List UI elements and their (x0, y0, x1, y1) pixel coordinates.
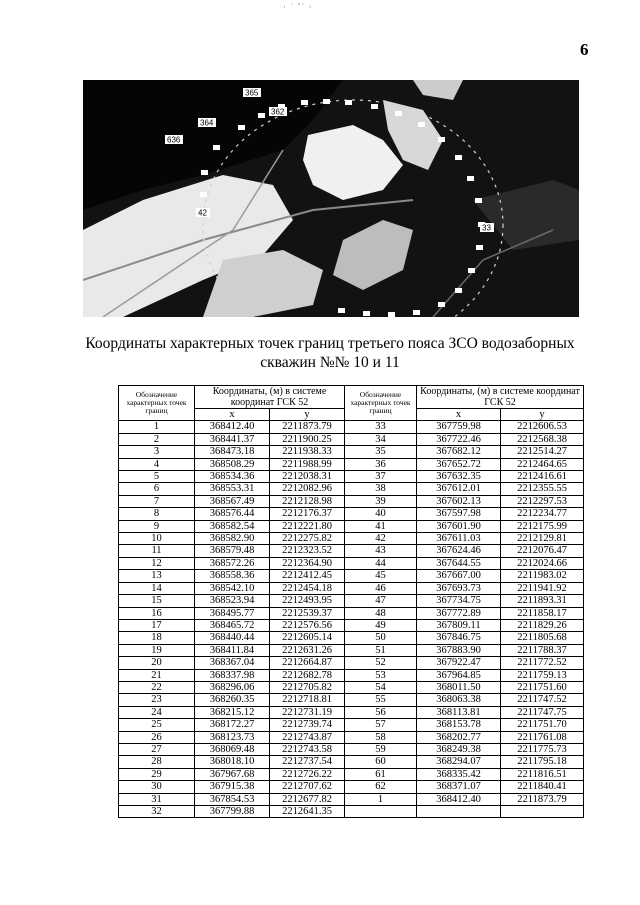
cell-point-left: 26 (119, 731, 195, 743)
cell-x-right: 367624.46 (417, 545, 501, 557)
map-label: 365 (245, 88, 259, 98)
cell-point-left: 17 (119, 619, 195, 631)
cell-point-right: 47 (345, 595, 417, 607)
cell-y-right: 2211751.60 (501, 681, 584, 693)
cell-point-right: 34 (345, 433, 417, 445)
cell-y-right: 2212234.77 (501, 508, 584, 520)
table-row (119, 632, 584, 644)
cell-x-left: 368337.98 (195, 669, 270, 681)
table-row (119, 557, 584, 569)
cell-y-right: 2212129.81 (501, 533, 584, 545)
cell-y-right: 2211893.31 (501, 595, 584, 607)
table-row (119, 681, 584, 693)
cell-y-right: 2211761.08 (501, 731, 584, 743)
cell-y-right: 2211983.02 (501, 570, 584, 582)
cell-point-right: 38 (345, 483, 417, 495)
cell-x-left: 368018.10 (195, 756, 270, 768)
cell-point-left: 7 (119, 495, 195, 507)
cell-point-left: 21 (119, 669, 195, 681)
table-row (119, 471, 584, 483)
table-row (119, 743, 584, 755)
cell-x-left: 368473.18 (195, 446, 270, 458)
map-label: 42 (198, 208, 207, 218)
header-x-left: x (195, 409, 270, 421)
cell-point-left: 10 (119, 533, 195, 545)
cell-y-right: 2212464.65 (501, 458, 584, 470)
cell-y-right: 2211747.75 (501, 706, 584, 718)
cell-y-right: 2212568.38 (501, 433, 584, 445)
cell-y-right: 2211805.68 (501, 632, 584, 644)
cell-point-left: 2 (119, 433, 195, 445)
table-row (119, 545, 584, 557)
cell-x-right: 368202.77 (417, 731, 501, 743)
cell-y-left: 2211988.99 (270, 458, 345, 470)
cell-point-left: 29 (119, 768, 195, 780)
cell-point-right: 37 (345, 471, 417, 483)
cell-x-right: 368412.40 (417, 793, 501, 805)
cell-x-left: 368440.44 (195, 632, 270, 644)
cell-x-right: 367722.46 (417, 433, 501, 445)
header-point-designation-left: Обозначение характерных точек границ (119, 386, 195, 421)
cell-x-left: 368572.26 (195, 557, 270, 569)
cell-x-left: 368523.94 (195, 595, 270, 607)
cell-point-left: 28 (119, 756, 195, 768)
cell-y-right: 2211759.13 (501, 669, 584, 681)
cell-x-right: 368153.78 (417, 719, 501, 731)
cell-point-right: 57 (345, 719, 417, 731)
cell-y-right: 2212024.66 (501, 557, 584, 569)
cell-x-left: 368495.77 (195, 607, 270, 619)
page-number: 6 (580, 40, 589, 59)
cell-point-left: 25 (119, 719, 195, 731)
cell-x-right: 367964.85 (417, 669, 501, 681)
cell-point-left: 1 (119, 421, 195, 433)
table-row (119, 433, 584, 445)
table-row (119, 595, 584, 607)
table-row (119, 706, 584, 718)
cell-y-left: 2212731.19 (270, 706, 345, 718)
cell-x-right: 367611.03 (417, 533, 501, 545)
cell-point-left: 30 (119, 781, 195, 793)
coordinates-table (118, 385, 584, 818)
cell-point-left: 22 (119, 681, 195, 693)
cell-x-left: 368567.49 (195, 495, 270, 507)
cell-y-left: 2212038.31 (270, 471, 345, 483)
cell-y-right: 2211751.70 (501, 719, 584, 731)
cell-point-left: 5 (119, 471, 195, 483)
table-title (60, 334, 600, 372)
cell-y-right: 2211873.79 (501, 793, 584, 805)
cell-x-left: 368367.04 (195, 657, 270, 669)
table-body (119, 421, 584, 818)
cell-y-right: 2211775.73 (501, 743, 584, 755)
cell-point-right: 58 (345, 731, 417, 743)
cell-point-left: 8 (119, 508, 195, 520)
cell-x-left: 368553.31 (195, 483, 270, 495)
cell-x-right (417, 806, 501, 818)
map-label: 362 (271, 107, 285, 117)
cell-point-right: 48 (345, 607, 417, 619)
cell-point-right: 41 (345, 520, 417, 532)
cell-point-left: 4 (119, 458, 195, 470)
cell-x-left: 368542.10 (195, 582, 270, 594)
table-row (119, 458, 584, 470)
cell-x-left: 368411.84 (195, 644, 270, 656)
cell-y-left: 2212726.22 (270, 768, 345, 780)
scan-mark: · ˙ ˚˙ · (283, 2, 313, 12)
cell-y-right: 2212355.55 (501, 483, 584, 495)
cell-x-left: 368576.44 (195, 508, 270, 520)
cell-x-right: 368011.50 (417, 681, 501, 693)
cell-x-left: 368123.73 (195, 731, 270, 743)
table-row (119, 483, 584, 495)
header-coords-right: Координаты, (м) в системе координат ГСК 52 (417, 386, 584, 409)
table-row (119, 694, 584, 706)
cell-y-right: 2212076.47 (501, 545, 584, 557)
cell-x-right: 367667.00 (417, 570, 501, 582)
cell-point-left: 3 (119, 446, 195, 458)
cell-point-left: 23 (119, 694, 195, 706)
table-row (119, 644, 584, 656)
cell-point-right: 44 (345, 557, 417, 569)
cell-x-right: 368371.07 (417, 781, 501, 793)
cell-y-left: 2212641.35 (270, 806, 345, 818)
cell-point-right (345, 806, 417, 818)
table-row (119, 781, 584, 793)
cell-point-left: 16 (119, 607, 195, 619)
cell-y-left: 2212718.81 (270, 694, 345, 706)
cell-x-right: 367759.98 (417, 421, 501, 433)
cell-y-left: 2212743.87 (270, 731, 345, 743)
table-row (119, 806, 584, 818)
cell-y-left: 2212221.80 (270, 520, 345, 532)
cell-y-left: 2212364.90 (270, 557, 345, 569)
table-header-row (119, 386, 584, 409)
cell-y-left: 2212705.82 (270, 681, 345, 693)
cell-point-right: 46 (345, 582, 417, 594)
table-row (119, 731, 584, 743)
cell-x-left: 368582.90 (195, 533, 270, 545)
cell-point-right: 39 (345, 495, 417, 507)
cell-y-left: 2212454.18 (270, 582, 345, 594)
cell-x-left: 368441.37 (195, 433, 270, 445)
cell-x-right: 367922.47 (417, 657, 501, 669)
cell-point-right: 33 (345, 421, 417, 433)
cell-point-left: 15 (119, 595, 195, 607)
cell-point-right: 36 (345, 458, 417, 470)
cell-x-left: 368465.72 (195, 619, 270, 631)
table-row (119, 669, 584, 681)
cell-y-left: 2212605.14 (270, 632, 345, 644)
table-row (119, 446, 584, 458)
cell-x-right: 367883.90 (417, 644, 501, 656)
cell-y-right: 2212606.53 (501, 421, 584, 433)
cell-x-right: 368113.81 (417, 706, 501, 718)
header-y-left: y (270, 409, 345, 421)
cell-y-right: 2211858.17 (501, 607, 584, 619)
title-line-1: Координаты характерных точек границ третьего пояса ЗСО водозаборных (85, 335, 575, 352)
cell-point-right: 43 (345, 545, 417, 557)
cell-x-left: 368412.40 (195, 421, 270, 433)
cell-x-left: 368558.36 (195, 570, 270, 582)
cell-x-right: 367693.73 (417, 582, 501, 594)
table-row (119, 421, 584, 433)
cell-point-left: 24 (119, 706, 195, 718)
table-row (119, 570, 584, 582)
cell-y-right: 2212175.99 (501, 520, 584, 532)
cell-y-right: 2211816.51 (501, 768, 584, 780)
satellite-map-svg (83, 80, 579, 317)
cell-point-right: 59 (345, 743, 417, 755)
cell-x-left: 367854.53 (195, 793, 270, 805)
cell-x-right: 367734.75 (417, 595, 501, 607)
cell-y-left: 2212682.78 (270, 669, 345, 681)
cell-point-right: 42 (345, 533, 417, 545)
table-row (119, 657, 584, 669)
map-label: 364 (200, 118, 214, 128)
cell-y-right: 2211795.18 (501, 756, 584, 768)
cell-x-left: 368582.54 (195, 520, 270, 532)
cell-point-right: 54 (345, 681, 417, 693)
cell-y-right: 2211772.52 (501, 657, 584, 669)
table-row (119, 582, 584, 594)
cell-x-right: 367602.13 (417, 495, 501, 507)
cell-point-right: 1 (345, 793, 417, 805)
cell-x-right: 367772.89 (417, 607, 501, 619)
map-label: 33 (482, 223, 491, 233)
cell-point-right: 50 (345, 632, 417, 644)
cell-point-left: 20 (119, 657, 195, 669)
cell-point-right: 62 (345, 781, 417, 793)
cell-x-left: 368534.36 (195, 471, 270, 483)
cell-y-right (501, 806, 584, 818)
cell-point-right: 55 (345, 694, 417, 706)
header-x-right: x (417, 409, 501, 421)
cell-y-left: 2212677.82 (270, 793, 345, 805)
cell-y-left: 2211900.25 (270, 433, 345, 445)
cell-point-left: 27 (119, 743, 195, 755)
cell-y-left: 2212082.96 (270, 483, 345, 495)
table-row (119, 719, 584, 731)
cell-point-left: 6 (119, 483, 195, 495)
map-image (83, 80, 579, 317)
cell-y-left: 2212739.74 (270, 719, 345, 731)
table-row (119, 495, 584, 507)
cell-point-right: 35 (345, 446, 417, 458)
cell-y-left: 2212707.62 (270, 781, 345, 793)
table-row (119, 520, 584, 532)
cell-y-left: 2212412.45 (270, 570, 345, 582)
title-line-2: скважин №№ 10 и 11 (260, 354, 400, 371)
cell-x-right: 367652.72 (417, 458, 501, 470)
cell-y-right: 2212514.27 (501, 446, 584, 458)
cell-x-left: 367799.88 (195, 806, 270, 818)
cell-point-left: 13 (119, 570, 195, 582)
header-coords-left: Координаты, (м) в системе координат ГСК 52 (195, 386, 345, 409)
cell-y-right: 2211788.37 (501, 644, 584, 656)
cell-y-left: 2212737.54 (270, 756, 345, 768)
cell-x-right: 367682.12 (417, 446, 501, 458)
cell-point-right: 49 (345, 619, 417, 631)
cell-x-left: 368172.27 (195, 719, 270, 731)
cell-x-right: 367809.11 (417, 619, 501, 631)
cell-point-right: 56 (345, 706, 417, 718)
table-row (119, 768, 584, 780)
cell-y-right: 2211840.41 (501, 781, 584, 793)
cell-point-right: 40 (345, 508, 417, 520)
table-row (119, 793, 584, 805)
cell-point-left: 32 (119, 806, 195, 818)
cell-x-left: 368296.06 (195, 681, 270, 693)
cell-y-left: 2212493.95 (270, 595, 345, 607)
cell-point-left: 9 (119, 520, 195, 532)
cell-y-left: 2211873.79 (270, 421, 345, 433)
cell-x-left: 368069.48 (195, 743, 270, 755)
cell-y-right: 2212297.53 (501, 495, 584, 507)
cell-point-right: 60 (345, 756, 417, 768)
cell-point-right: 45 (345, 570, 417, 582)
cell-x-right: 368294.07 (417, 756, 501, 768)
cell-y-left: 2212275.82 (270, 533, 345, 545)
cell-x-right: 367597.98 (417, 508, 501, 520)
cell-y-right: 2211941.92 (501, 582, 584, 594)
header-y-right: y (501, 409, 584, 421)
cell-point-left: 11 (119, 545, 195, 557)
cell-x-right: 368249.38 (417, 743, 501, 755)
table-row (119, 756, 584, 768)
cell-y-left: 2212539.37 (270, 607, 345, 619)
table-row (119, 508, 584, 520)
header-point-designation-right: Обозначение характерных точек границ (345, 386, 417, 421)
cell-y-left: 2212743.58 (270, 743, 345, 755)
cell-x-left: 368215.12 (195, 706, 270, 718)
cell-point-right: 51 (345, 644, 417, 656)
cell-point-left: 12 (119, 557, 195, 569)
cell-point-left: 31 (119, 793, 195, 805)
cell-y-right: 2211829.26 (501, 619, 584, 631)
cell-x-right: 367632.35 (417, 471, 501, 483)
cell-y-left: 2212576.56 (270, 619, 345, 631)
cell-x-left: 368579.48 (195, 545, 270, 557)
cell-x-right: 367601.90 (417, 520, 501, 532)
cell-point-right: 53 (345, 669, 417, 681)
cell-point-right: 52 (345, 657, 417, 669)
cell-x-left: 367915.38 (195, 781, 270, 793)
map-label: 636 (167, 135, 181, 145)
cell-y-left: 2212128.98 (270, 495, 345, 507)
cell-y-left: 2212664.87 (270, 657, 345, 669)
cell-x-right: 367846.75 (417, 632, 501, 644)
cell-y-left: 2212631.26 (270, 644, 345, 656)
cell-x-right: 368335.42 (417, 768, 501, 780)
table-row (119, 619, 584, 631)
cell-y-right: 2212416.61 (501, 471, 584, 483)
cell-x-right: 368063.38 (417, 694, 501, 706)
cell-point-left: 14 (119, 582, 195, 594)
cell-x-left: 367967.68 (195, 768, 270, 780)
cell-point-right: 61 (345, 768, 417, 780)
cell-x-left: 368508.29 (195, 458, 270, 470)
cell-point-left: 18 (119, 632, 195, 644)
cell-x-left: 368260.35 (195, 694, 270, 706)
cell-y-left: 2211938.33 (270, 446, 345, 458)
cell-x-right: 367612.01 (417, 483, 501, 495)
table-row (119, 607, 584, 619)
table-row (119, 533, 584, 545)
cell-point-left: 19 (119, 644, 195, 656)
cell-y-left: 2212323.52 (270, 545, 345, 557)
cell-x-right: 367644.55 (417, 557, 501, 569)
cell-y-left: 2212176.37 (270, 508, 345, 520)
cell-y-right: 2211747.52 (501, 694, 584, 706)
